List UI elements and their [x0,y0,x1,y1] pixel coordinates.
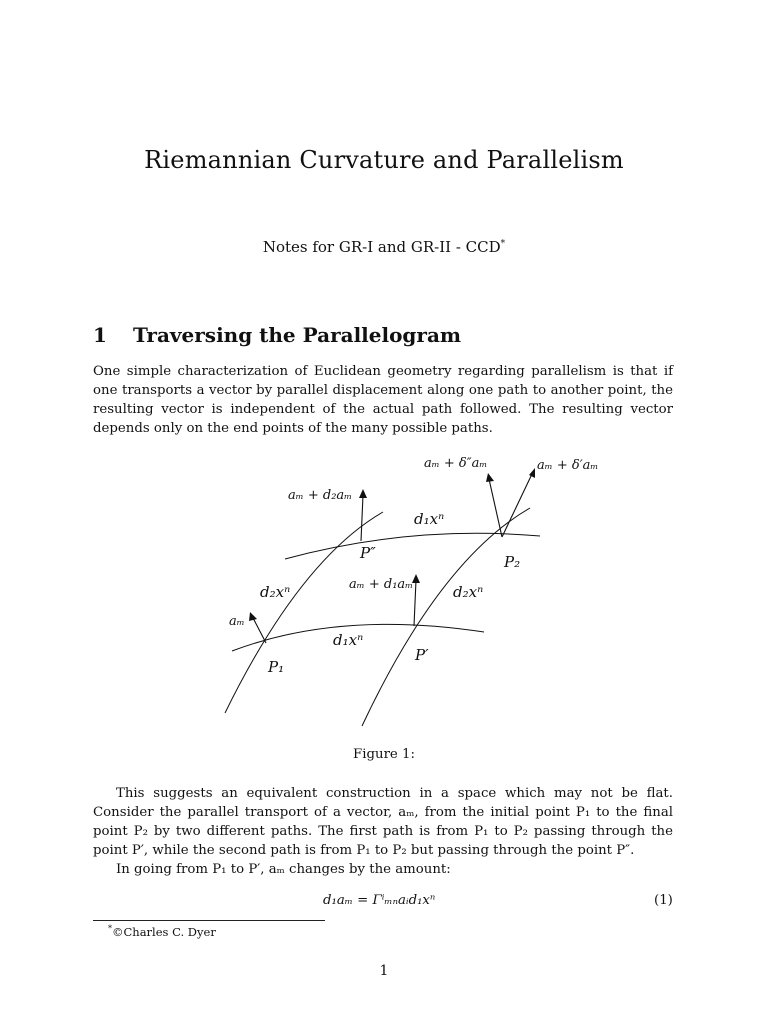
arrowhead-am-d1 [412,574,420,583]
footnote-text: ©Charles C. Dyer [112,924,216,939]
paper-title: Riemannian Curvature and Parallelism [144,146,624,174]
label-P-prime: P′ [415,646,429,664]
label-d2xn-left: d₂xⁿ [260,583,291,601]
footnote-rule [93,920,325,921]
section-number: 1 [93,323,107,347]
curve-right [362,508,530,726]
curve-left [225,512,383,713]
label-P-double-prime: P″ [360,544,376,562]
vector-am-d1 [414,580,416,626]
footnote [108,924,216,939]
subtitle-text: Notes for GR-I and GR-II - CCD [262,238,501,256]
arrowhead-am [249,612,257,621]
arrowhead-double-prime [486,473,494,482]
label-P1: P₁ [268,658,285,676]
label-d1xn-bottom: d₁xⁿ [333,631,364,649]
figure-caption: Figure 1: [353,747,415,762]
arrowhead-am-d2 [359,489,367,498]
label-am-plus-prime: aₘ + δ′aₘ [537,458,599,473]
equation-1: d₁aₘ = Γⁱₘₙaᵢd₁xⁿ [323,893,436,908]
label-am-plus-d1am: aₘ + d₁aₘ [349,577,414,592]
vector-am-prime [502,474,532,537]
footnote-mark: * [108,924,112,933]
curve-top [285,533,540,559]
parallelogram-figure [0,440,768,730]
paragraph-1: One simple characterization of Euclidean geometry regarding parallelism is that if one transports a vector by parallel displacement along one path to another point, the resulting vector is independent of the actual path followed. The resulting vector depends only on the end points of the many possible paths. [93,364,673,436]
arrowhead-prime [529,468,535,478]
label-am: aₘ [229,614,245,629]
paragraph-3: In going from P₁ to P′, aₘ changes by the amount: [116,862,451,877]
subtitle-footnote-mark: * [500,239,506,249]
label-P2: P₂ [504,553,521,571]
label-d2xn-right: d₂xⁿ [453,583,484,601]
page-number: 1 [379,963,389,979]
section-heading [93,323,461,347]
label-d1xn-top: d₁xⁿ [414,510,445,528]
equation-number: (1) [654,893,673,908]
label-am-plus-d2am: aₘ + d₂aₘ [288,488,353,503]
vector-am [252,616,266,643]
paragraph-2: This suggests an equivalent construction in a space which may not be flat. Consider the parallel transport of a vector, aₘ, from the initial point P₁ to the final point P₂ by two different paths. The first path is from P₁ to P₂ passing through the point P′, while the second path is from P₁ to P₂ but passing through the point P″. [93,786,673,858]
label-am-plus-double-prime: aₘ + δ″aₘ [424,456,488,471]
vector-am-double-prime [489,479,502,537]
section-title: Traversing the Parallelogram [133,323,462,347]
paper-subtitle [0,238,768,256]
vector-am-d2 [361,495,363,541]
